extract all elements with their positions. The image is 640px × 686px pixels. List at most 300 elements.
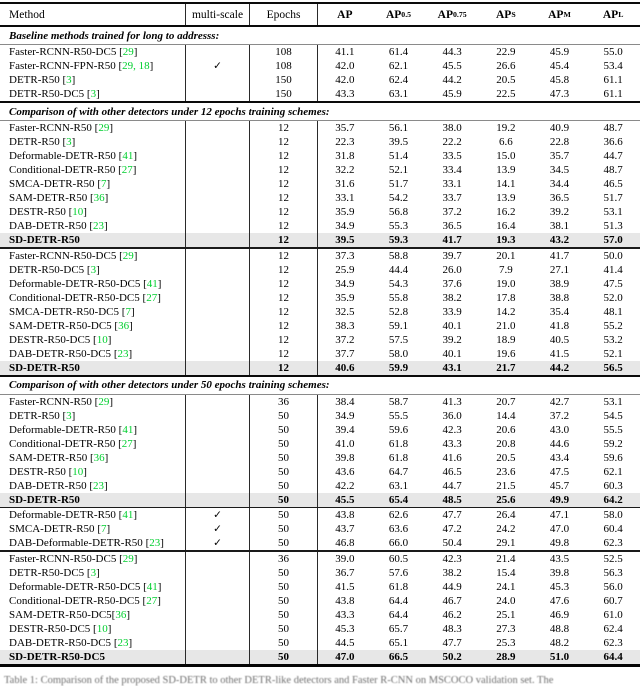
method-cell <box>0 59 186 73</box>
metric-value-4: 35.7 <box>549 150 570 162</box>
metric-value-3: 25.3 <box>496 636 516 649</box>
metric-value-5: 48.7 <box>603 122 623 134</box>
section-title: Comparison of with other detectors under 50 epochs training schemes: <box>9 379 330 391</box>
metric-value-4: 22.8 <box>549 136 570 148</box>
citation-bracket: [ <box>90 622 97 635</box>
method-name: Faster-RCNN-R50-DC5 <box>9 46 117 58</box>
metric-value-4: 38.1 <box>549 220 570 232</box>
method-cell <box>0 87 186 101</box>
epochs-cell: 50 <box>250 508 318 522</box>
metric-value-2: 38.0 <box>442 122 462 134</box>
citation-link[interactable]: 23 <box>93 479 105 492</box>
epochs-cell: 12 <box>250 277 318 291</box>
citation-bracket: [ <box>116 46 123 58</box>
citation-link[interactable]: 23 <box>149 537 161 549</box>
metric-value-5: 53.1 <box>603 206 623 218</box>
metric-value-2: 46.5 <box>442 465 462 478</box>
citation-bracket: ] <box>71 136 76 148</box>
citation-bracket: [ <box>84 88 91 100</box>
metric-value-3: 14.1 <box>496 178 516 190</box>
citation-bracket: ] <box>149 60 154 72</box>
metric-value-4: 47.5 <box>549 465 570 478</box>
metric-value-3: 29.1 <box>496 537 516 549</box>
citation-link[interactable]: 36 <box>115 608 127 621</box>
method-name: SAM-DETR-R50-DC5 <box>9 608 112 621</box>
citation-bracket: [ <box>139 594 147 607</box>
metric-value-4: 40.5 <box>549 333 570 346</box>
method-name: DAB-DETR-R50 <box>9 479 87 492</box>
epochs-cell: 50 <box>250 493 318 507</box>
citation-bracket: ] <box>133 150 138 162</box>
metric-value-4: 40.9 <box>549 122 570 134</box>
metric-value-3: 24.1 <box>496 580 516 593</box>
metric-value-1: 63.1 <box>388 88 409 100</box>
citation-link[interactable]: 10 <box>72 206 84 218</box>
metric-value-5: 53.4 <box>603 60 623 72</box>
citation-bracket: ] <box>109 122 113 134</box>
multiscale-cell <box>186 650 250 664</box>
citation-link[interactable]: 36 <box>93 451 105 464</box>
citation-bracket: ] <box>107 333 112 346</box>
method-name: DAB-DETR-R50 <box>9 220 87 232</box>
metric-value-1: 62.4 <box>388 74 409 86</box>
metric-value-5: 55.5 <box>603 423 623 436</box>
col-header-method: Method <box>0 4 186 25</box>
citation-link[interactable]: 29 <box>98 122 110 134</box>
epochs-cell: 12 <box>250 291 318 305</box>
metric-value-1: 61.8 <box>388 451 409 464</box>
method-name: Faster-RCNN-R50 <box>9 122 92 134</box>
multiscale-cell <box>186 177 250 191</box>
method-name: DAB-Deformable-DETR-R50 <box>9 537 143 549</box>
multiscale-cell <box>186 87 250 101</box>
metric-value-3: 26.6 <box>496 60 516 72</box>
metric-value-1: 63.1 <box>388 479 409 492</box>
citation-bracket: ] <box>104 192 109 204</box>
metric-value-5: 56.3 <box>603 566 623 579</box>
citation-link[interactable]: 29, 18 <box>122 60 150 72</box>
metric-value-0: 39.8 <box>335 451 355 464</box>
metric-value-1: 44.4 <box>388 263 409 276</box>
table-row <box>0 636 640 650</box>
table-row <box>0 163 640 177</box>
metric-value-2: 44.3 <box>442 46 462 58</box>
epochs-cell: 12 <box>250 249 318 263</box>
method-name: Deformable-DETR-R50 <box>9 423 116 436</box>
method-cell <box>0 395 186 409</box>
method-cell <box>0 522 186 536</box>
metric-value-4: 47.3 <box>549 88 570 100</box>
table-row <box>0 508 640 522</box>
table-row <box>0 479 640 493</box>
metric-value-0: 34.9 <box>335 220 355 232</box>
metric-value-1: 59.6 <box>388 423 409 436</box>
metric-value-3: 20.5 <box>496 74 516 86</box>
table-row <box>0 191 640 205</box>
metric-value-4: 48.2 <box>549 636 570 649</box>
citation-bracket: [ <box>86 479 94 492</box>
metric-value-3: 25.6 <box>496 493 516 506</box>
metric-value-3: 20.8 <box>496 437 516 450</box>
citation-bracket: [ <box>90 333 97 346</box>
epochs-cell: 12 <box>250 263 318 277</box>
metric-value-1: 65.7 <box>388 622 409 635</box>
metric-value-0: 35.7 <box>335 122 355 134</box>
citation-bracket: ] <box>104 220 108 232</box>
multiscale-cell: ✓ <box>186 508 250 522</box>
multiscale-cell <box>186 347 250 361</box>
citation-link[interactable]: 41 <box>146 580 158 593</box>
multiscale-cell: ✓ <box>186 59 250 73</box>
citation-bracket: [ <box>65 465 73 478</box>
col-header-metric-1: AP 0.5 <box>385 8 412 21</box>
table-row <box>0 319 640 333</box>
multiscale-cell <box>186 552 250 566</box>
table-row <box>0 395 640 409</box>
citation-bracket: [ <box>111 319 119 332</box>
metric-value-2: 39.7 <box>442 249 462 262</box>
metric-value-0: 39.0 <box>335 552 355 565</box>
method-cell <box>0 149 186 163</box>
metric-value-4: 43.2 <box>549 234 570 246</box>
citation-bracket: [ <box>115 164 122 176</box>
citation-bracket: ] <box>106 178 111 190</box>
metric-value-2: 48.3 <box>442 622 462 635</box>
method-name: SMCA-DETR-R50-DC5 <box>9 305 120 318</box>
citation-link[interactable]: 10 <box>96 333 108 346</box>
citation-link[interactable]: 7 <box>100 178 107 190</box>
metric-value-1: 63.6 <box>388 523 409 535</box>
metric-value-3: 22.5 <box>496 88 516 100</box>
col-header-epochs: Epochs <box>250 4 318 25</box>
metric-value-1: 64.4 <box>388 594 409 607</box>
method-cell <box>0 508 186 522</box>
table-row-highlighted <box>0 233 640 247</box>
citation-bracket: ] <box>133 249 138 262</box>
citation-bracket: ] <box>133 46 138 58</box>
citation-bracket: ] <box>109 395 113 408</box>
multiscale-cell <box>186 622 250 636</box>
metric-value-0: 38.3 <box>335 319 355 332</box>
metric-value-3: 16.2 <box>496 206 516 218</box>
citation-link[interactable]: 23 <box>93 220 105 232</box>
metric-value-3: 20.5 <box>496 451 516 464</box>
method-name: SAM-DETR-R50 <box>9 451 88 464</box>
table-row <box>0 423 640 437</box>
table-bottom-rule <box>0 664 640 667</box>
citation-link[interactable]: 27 <box>121 164 133 176</box>
citation-link[interactable]: 41 <box>146 277 158 290</box>
method-cell <box>0 566 186 580</box>
metric-value-2: 43.3 <box>442 437 462 450</box>
metric-value-3: 19.6 <box>496 347 516 360</box>
method-name: DETR-R50-DC5 <box>9 263 85 276</box>
table-row <box>0 205 640 219</box>
metric-value-0: 43.3 <box>335 608 355 621</box>
metric-value-0: 43.3 <box>335 88 355 100</box>
metric-value-5: 59.6 <box>603 451 623 464</box>
citation-bracket: [ <box>59 136 67 148</box>
metric-value-5: 62.3 <box>603 636 623 649</box>
citation-link[interactable]: 23 <box>117 636 129 649</box>
multiscale-cell <box>186 135 250 149</box>
method-cell <box>0 45 186 59</box>
method-cell <box>0 594 186 608</box>
metric-value-5: 51.7 <box>603 192 623 204</box>
method-name: DETR-R50-DC5 <box>9 566 85 579</box>
method-cell <box>0 163 186 177</box>
method-cell <box>0 423 186 437</box>
epochs-cell: 150 <box>250 87 318 101</box>
metric-value-0: 45.5 <box>335 493 355 506</box>
metric-value-4: 45.3 <box>549 580 570 593</box>
citation-link[interactable]: 10 <box>96 622 108 635</box>
col-header-metric-5: AP L <box>602 8 624 21</box>
table-row <box>0 608 640 622</box>
method-name: DAB-DETR-R50-DC5 <box>9 636 112 649</box>
method-name: Faster-RCNN-R50-DC5 <box>9 552 117 565</box>
method-name: Deformable-DETR-R50-DC5 <box>9 277 141 290</box>
epochs-cell: 12 <box>250 177 318 191</box>
method-name: DETR-R50 <box>9 409 60 422</box>
metric-value-5: 53.2 <box>603 333 623 346</box>
metric-value-0: 38.4 <box>335 395 355 408</box>
metric-value-0: 42.2 <box>335 479 355 492</box>
multiscale-cell <box>186 305 250 319</box>
metric-value-3: 21.5 <box>496 479 516 492</box>
metric-value-1: 65.1 <box>388 636 409 649</box>
metric-value-3: 23.6 <box>496 465 516 478</box>
citation-bracket: [ <box>115 150 123 162</box>
citation-link[interactable]: 3 <box>66 409 72 422</box>
table-row <box>0 333 640 347</box>
metric-value-4: 47.6 <box>549 594 570 607</box>
method-name: SD-DETR-R50 <box>9 493 80 506</box>
table-row <box>0 347 640 361</box>
citation-bracket: ] <box>104 451 109 464</box>
metric-value-2: 41.3 <box>442 395 462 408</box>
metric-value-3: 20.1 <box>496 249 516 262</box>
epochs-cell: 50 <box>250 409 318 423</box>
multiscale-cell <box>186 45 250 59</box>
epochs-cell: 12 <box>250 233 318 247</box>
citation-bracket: ] <box>132 164 137 176</box>
metric-value-1: 62.6 <box>388 509 409 521</box>
metric-value-2: 36.0 <box>442 409 462 422</box>
metric-value-2: 45.5 <box>442 60 462 72</box>
metric-value-5: 53.1 <box>603 395 623 408</box>
citation-bracket: ] <box>160 537 164 549</box>
metric-value-1: 57.6 <box>388 566 409 579</box>
metric-value-2: 33.5 <box>442 150 462 162</box>
metric-value-4: 27.1 <box>549 263 570 276</box>
metric-value-2: 33.7 <box>442 192 462 204</box>
citation-link[interactable]: 27 <box>121 437 133 450</box>
method-cell <box>0 636 186 650</box>
multiscale-cell <box>186 319 250 333</box>
col-header-metric-2: AP 0.75 <box>437 8 467 21</box>
method-cell <box>0 347 186 361</box>
epochs-cell: 36 <box>250 552 318 566</box>
metric-value-1: 61.8 <box>388 580 409 593</box>
metric-value-4: 39.2 <box>549 206 570 218</box>
citation-link[interactable]: 23 <box>117 347 129 360</box>
citation-bracket: [ <box>115 60 123 72</box>
table-row <box>0 277 640 291</box>
epochs-cell: 150 <box>250 73 318 87</box>
metric-value-5: 48.7 <box>603 164 623 176</box>
citation-link[interactable]: 3 <box>90 88 97 100</box>
citation-link[interactable]: 41 <box>122 150 134 162</box>
metric-value-2: 22.2 <box>442 136 462 148</box>
table-caption: Table 1: Comparison of the proposed SD-DETR to other DETR-like detectors and Faster R-CNN on MSCOCO validation set. The <box>4 675 554 686</box>
multiscale-cell <box>186 493 250 507</box>
multiscale-cell <box>186 249 250 263</box>
citation-bracket: [ <box>84 263 91 276</box>
table-row <box>0 291 640 305</box>
method-name: Conditional-DETR-R50 <box>9 437 116 450</box>
table-row <box>0 409 640 423</box>
method-name: DESTR-R50 <box>9 465 66 478</box>
citation-link[interactable]: 3 <box>90 566 97 579</box>
metric-value-4: 41.5 <box>549 347 570 360</box>
metric-value-4: 47.1 <box>549 509 570 521</box>
multiscale-cell <box>186 121 250 135</box>
metric-value-2: 48.5 <box>442 493 462 506</box>
metric-value-4: 39.8 <box>549 566 570 579</box>
citation-link[interactable]: 29 <box>122 46 134 58</box>
table-row <box>0 59 640 73</box>
citation-link[interactable]: 10 <box>72 465 84 478</box>
multiscale-cell <box>186 479 250 493</box>
citation-link[interactable]: 29 <box>98 395 110 408</box>
metric-value-2: 44.2 <box>442 74 462 86</box>
citation-bracket: [ <box>94 178 101 190</box>
metric-value-2: 39.2 <box>442 333 462 346</box>
metric-value-5: 62.4 <box>603 622 623 635</box>
citation-bracket: ] <box>96 263 100 276</box>
metric-value-0: 37.3 <box>335 249 355 262</box>
citation-link[interactable]: 36 <box>93 192 105 204</box>
metric-value-1: 54.2 <box>388 192 409 204</box>
epochs-cell: 12 <box>250 347 318 361</box>
metric-value-0: 25.9 <box>335 263 355 276</box>
metric-value-3: 15.4 <box>496 566 516 579</box>
metric-value-2: 42.3 <box>442 552 462 565</box>
epochs-cell: 50 <box>250 437 318 451</box>
citation-bracket: ] <box>157 291 161 304</box>
metric-value-0: 41.5 <box>335 580 355 593</box>
citation-link[interactable]: 27 <box>146 291 158 304</box>
metric-value-2: 33.4 <box>442 164 462 176</box>
table-row <box>0 437 640 451</box>
metric-value-1: 52.1 <box>388 164 409 176</box>
metric-value-0: 34.9 <box>335 409 355 422</box>
metric-value-3: 16.4 <box>496 220 516 232</box>
metric-value-0: 35.9 <box>335 206 355 218</box>
metric-value-4: 45.4 <box>549 60 570 72</box>
citation-bracket: [ <box>140 580 147 593</box>
citation-link[interactable]: 41 <box>122 423 134 436</box>
metric-value-5: 55.0 <box>603 46 623 58</box>
metric-value-5: 36.6 <box>603 136 623 148</box>
citation-bracket: ] <box>104 479 108 492</box>
metric-value-0: 42.0 <box>335 74 355 86</box>
metric-value-0: 31.6 <box>335 178 355 190</box>
citation-link[interactable]: 29 <box>122 249 134 262</box>
multiscale-cell <box>186 149 250 163</box>
multiscale-cell: ✓ <box>186 522 250 536</box>
metric-value-3: 27.3 <box>496 622 516 635</box>
metric-value-4: 44.6 <box>549 437 570 450</box>
method-name: Conditional-DETR-R50-DC5 <box>9 594 140 607</box>
metric-value-1: 62.1 <box>388 60 409 72</box>
citation-bracket: ] <box>83 206 87 218</box>
citation-bracket: [ <box>91 122 99 134</box>
metric-value-2: 46.2 <box>442 608 462 621</box>
method-cell <box>0 552 186 566</box>
citation-link[interactable]: 3 <box>90 263 97 276</box>
citation-link[interactable]: 3 <box>66 136 72 148</box>
multiscale-cell <box>186 219 250 233</box>
metric-value-4: 45.9 <box>549 46 570 58</box>
method-name: SAM-DETR-R50-DC5 <box>9 319 112 332</box>
method-name: DETR-R50-DC5 <box>9 88 85 100</box>
metric-value-3: 19.2 <box>496 122 516 134</box>
citation-link[interactable]: 7 <box>125 305 131 318</box>
citation-link[interactable]: 3 <box>66 74 72 86</box>
metric-value-3: 19.0 <box>496 277 516 290</box>
metric-value-3: 21.4 <box>496 552 516 565</box>
method-cell <box>0 121 186 135</box>
method-cell <box>0 479 186 493</box>
metric-value-5: 55.2 <box>603 319 623 332</box>
method-cell <box>0 333 186 347</box>
citation-link[interactable]: 41 <box>122 509 134 521</box>
citation-link[interactable]: 27 <box>146 594 158 607</box>
method-name: DETR-R50 <box>9 74 60 86</box>
metric-value-2: 44.9 <box>442 580 462 593</box>
multiscale-cell <box>186 333 250 347</box>
method-cell <box>0 263 186 277</box>
table-row <box>0 219 640 233</box>
metric-value-5: 60.4 <box>603 523 623 535</box>
metric-value-1: 66.5 <box>388 650 409 663</box>
metric-value-4: 41.8 <box>549 319 570 332</box>
citation-link[interactable]: 7 <box>100 523 107 535</box>
epochs-cell: 12 <box>250 319 318 333</box>
method-cell <box>0 291 186 305</box>
citation-bracket: [ <box>115 437 122 450</box>
method-name: SMCA-DETR-R50 <box>9 178 95 190</box>
metric-value-2: 37.2 <box>442 206 462 218</box>
citation-link[interactable]: 36 <box>118 319 130 332</box>
metric-value-4: 35.4 <box>549 305 570 318</box>
metric-value-0: 45.3 <box>335 622 355 635</box>
method-cell <box>0 191 186 205</box>
citation-bracket: [ <box>140 277 147 290</box>
citation-link[interactable]: 29 <box>122 552 134 565</box>
metric-value-0: 22.3 <box>335 136 355 148</box>
metric-value-2: 33.1 <box>442 178 462 190</box>
citation-bracket: [ <box>87 451 94 464</box>
metric-value-4: 34.4 <box>549 178 570 190</box>
citation-bracket: ] <box>128 347 133 360</box>
metric-value-2: 46.7 <box>442 594 462 607</box>
epochs-cell: 12 <box>250 149 318 163</box>
metric-value-0: 33.1 <box>335 192 355 204</box>
epochs-cell: 50 <box>250 536 318 550</box>
